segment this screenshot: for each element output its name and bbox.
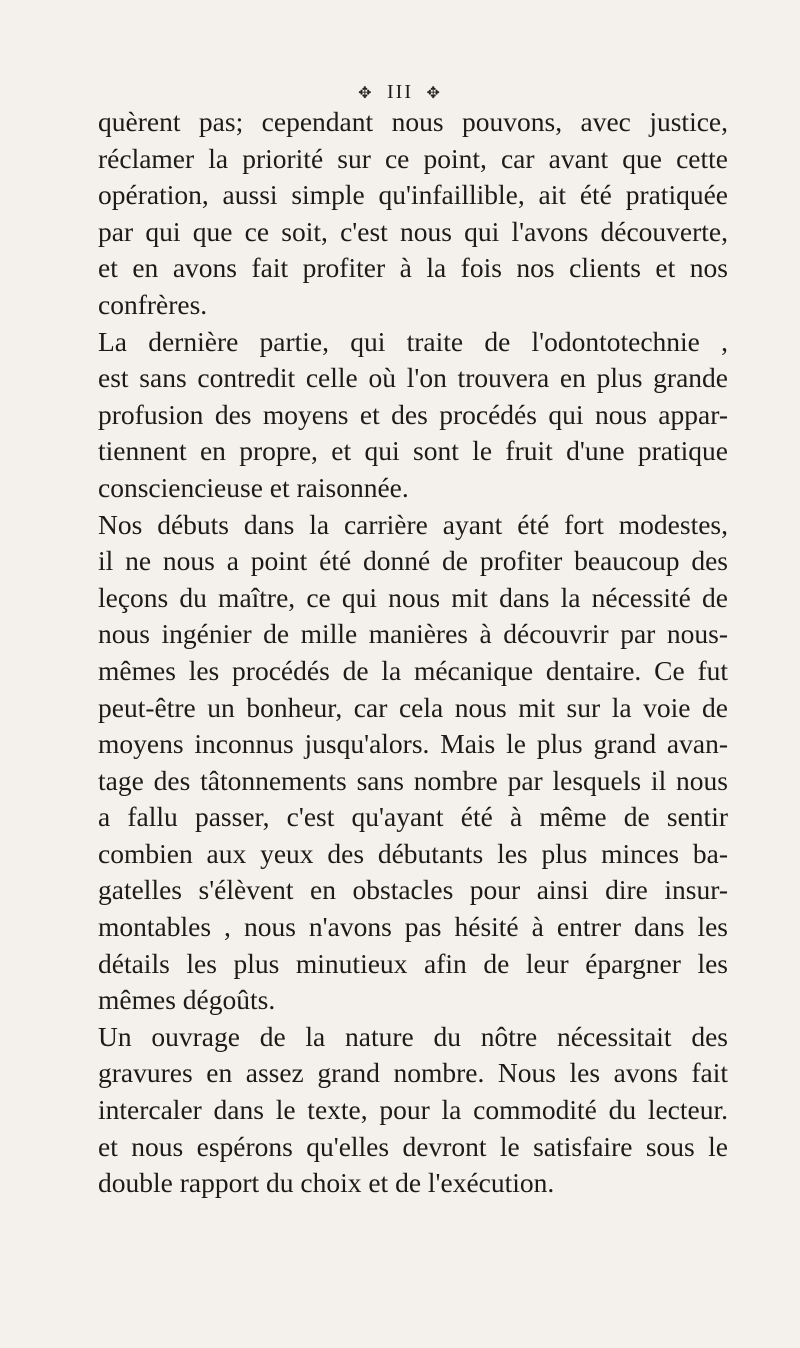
text-line: détails les plus minutieux afin de leur épargner les: [98, 947, 728, 979]
text-line: mêmes dégoûts.: [98, 984, 276, 1016]
text-line: gravures en assez grand nombre. Nous les avons fait: [98, 1057, 728, 1089]
body-text: [98, 104, 728, 1202]
text-line: peut-être un bonheur, car cela nous mit sur la voie de: [98, 691, 728, 723]
text-line: gatelles s'élèvent en obstacles pour ainsi dire insur-: [98, 874, 728, 906]
text-line: double rapport du choix et de l'exécution.: [98, 1167, 555, 1199]
text-line: consciencieuse et raisonnée.: [98, 471, 409, 503]
text-line: tage des tâtonnements sans nombre par lesquels il nous: [98, 764, 728, 796]
text-line: nous ingénier de mille manières à découvrir par nous-: [98, 618, 728, 650]
paragraph-3: [98, 507, 728, 1019]
paragraph-2: [98, 324, 728, 507]
text-line: La dernière partie, qui traite de l'odontotechnie ,: [98, 325, 728, 357]
paragraph-4: [98, 1019, 728, 1202]
text-line: il ne nous a point été donné de profiter beaucoup des: [98, 545, 728, 577]
paragraph-1: [98, 104, 728, 324]
text-line: tiennent en propre, et qui sont le fruit d'une pratique: [98, 435, 728, 467]
text-line: quèrent pas; cependant nous pouvons, avec justice,: [98, 106, 728, 137]
text-line: leçons du maître, ce qui nous mit dans la nécessité de: [98, 581, 728, 613]
text-line: Nos débuts dans la carrière ayant été fort modestes,: [98, 508, 728, 540]
text-line: est sans contredit celle où l'on trouvera en plus grande: [98, 362, 728, 394]
text-line: moyens inconnus jusqu'alors. Mais le plus grand avan-: [98, 728, 728, 760]
text-line: montables , nous n'avons pas hésité à entrer dans les: [98, 911, 728, 943]
text-line: intercaler dans le texte, pour la commodité du lecteur.: [98, 1094, 728, 1126]
text-line: Un ouvrage de la nature du nôtre nécessitait des: [98, 1020, 728, 1052]
text-line: opération, aussi simple qu'infaillible, ait été pratiquée: [98, 179, 728, 211]
text-line: et nous espérons qu'elles devront le satisfaire sous le: [98, 1130, 728, 1162]
page-number: III: [387, 81, 413, 104]
ornament-left-icon: ✥: [358, 84, 374, 102]
text-line: confrères.: [98, 288, 208, 320]
ornament-right-icon: ✥: [426, 84, 442, 102]
text-line: par qui que ce soit, c'est nous qui l'avons découverte,: [98, 215, 728, 247]
text-line: mêmes les procédés de la mécanique dentaire. Ce fut: [98, 654, 728, 686]
running-head: [0, 78, 800, 104]
text-line: et en avons fait profiter à la fois nos clients et nos: [98, 252, 728, 284]
text-line: combien aux yeux des débutants les plus minces ba-: [98, 837, 728, 869]
text-line: a fallu passer, c'est qu'ayant été à même de sentir: [98, 801, 728, 833]
text-line: profusion des moyens et des procédés qui nous appar-: [98, 398, 728, 430]
text-line: réclamer la priorité sur ce point, car avant que cette: [98, 142, 728, 174]
